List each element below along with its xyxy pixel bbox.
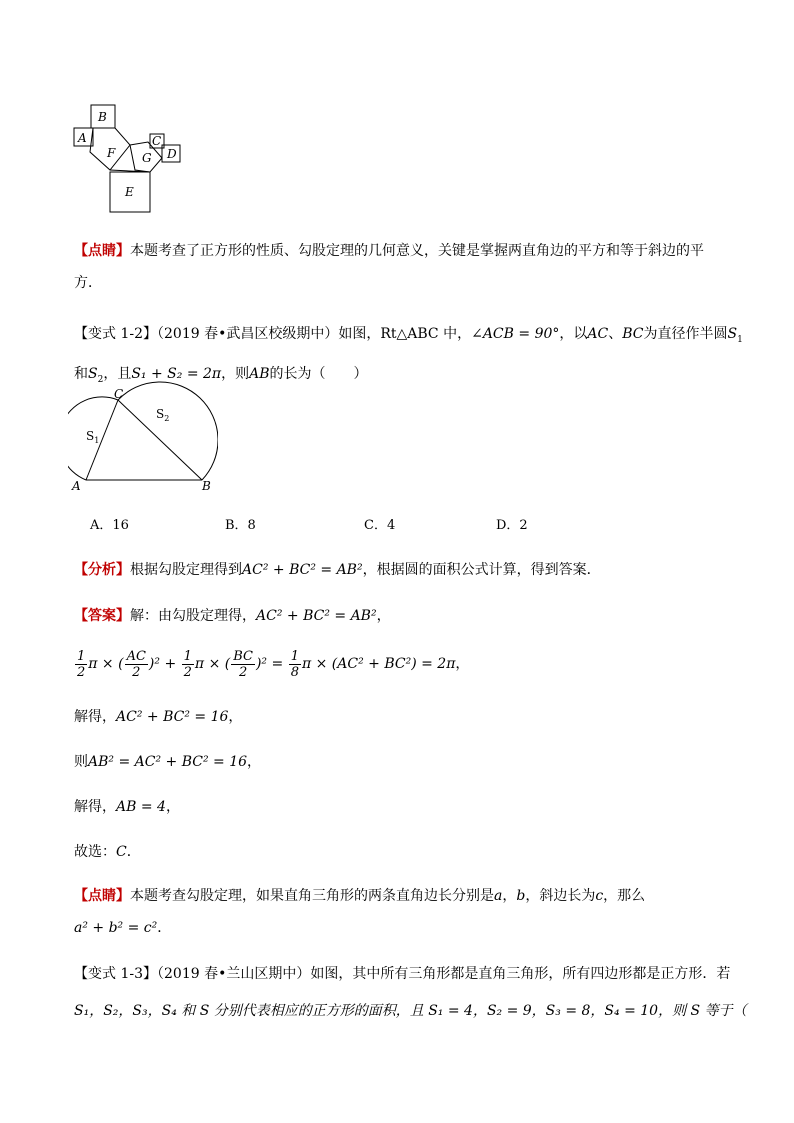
answer-line-5 [74, 797, 180, 817]
answer-line-4 [74, 752, 261, 772]
fenxi-equation: AC² + BC² = AB² [242, 562, 363, 578]
dianjing-2-text-3: ，那么 [603, 888, 646, 904]
choice-d: D．2 [496, 518, 528, 533]
fraction-bc-2: $\frac{BC}{2}$ [233, 648, 253, 680]
eq2-pre: π × ( [88, 656, 124, 672]
label-g: G [142, 151, 152, 165]
dianjing-2-text-2: ，斜边长为 [525, 888, 596, 904]
dianjing-2-sep: ， [502, 888, 517, 904]
dianjing-2-line-2 [74, 918, 171, 938]
answer-eq-4: AB² = AC² + BC² = 16 [88, 754, 248, 770]
variant-text-rest: 为直径作半圆 [643, 326, 728, 342]
answer-eq-1: AC² + BC² = AB² [256, 608, 377, 624]
answer-l4-text: 则 [74, 754, 88, 770]
s2-sub: 2 [97, 374, 104, 385]
s2-label: $S_2$ [156, 407, 170, 423]
variant-line2-d: 的长为（ ） [269, 366, 368, 382]
semicircle-figure [68, 378, 218, 494]
eq2-post: π × (AC² + BC²) = 2π [301, 656, 456, 672]
var-b: b [516, 888, 526, 904]
variant-line2-a: 和 [74, 366, 88, 382]
dianjing-2-line-1 [74, 886, 645, 906]
fraction-1-8: $\frac{1}{8}$ [290, 648, 299, 680]
answer-text-1: 解：由勾股定理得， [130, 608, 256, 624]
s1-sub: 1 [737, 334, 743, 345]
dianjing-2-end: ． [157, 920, 172, 936]
answer-line-2 [74, 648, 469, 680]
variant-13-text-2: S₁，S₂，S₃，S₄ 和 S 分别代表相应的正方形的面积，且 S₁ = 4，S₂ = 9，S₃ = 8，S₄ = 10，则 S 等于（ [74, 1003, 747, 1019]
choice-c: C．4 [364, 518, 396, 533]
dianjing-text-2: 方． [74, 275, 102, 291]
answer-period: ． [126, 844, 141, 860]
segment-bc: BC [622, 326, 644, 342]
s2-symbol: S [88, 366, 98, 382]
answer-l5-text: 解得， [74, 799, 116, 815]
variant-sep: 、 [608, 326, 623, 342]
answer-line-1 [74, 606, 391, 626]
label-d: D [167, 147, 177, 161]
label-f: F [107, 146, 116, 160]
pythagorean-eq: a² + b² = c² [74, 920, 158, 936]
dianjing-text: 本题考查了正方形的性质、勾股定理的几何意义，关键是掌握两直角边的平方和等于斜边的平 [130, 243, 704, 259]
variant-text: ，以 [559, 326, 588, 342]
answer-eq-3: AC² + BC² = 16 [116, 709, 229, 725]
dianjing-2-tag: 【点睛】 [74, 888, 130, 904]
variant-13-text-1: （2019 春•兰山区期中）如图，其中所有三角形都是直角三角形，所有四边形都是正方形．若 [157, 966, 731, 982]
eq2-mid1: )² + [148, 656, 181, 672]
variant-12-line-1 [74, 324, 743, 350]
var-c: c [595, 888, 604, 904]
answer-l3-text: 解得， [74, 709, 116, 725]
fenxi-text-2: ，根据圆的面积公式计算，得到答案． [362, 562, 601, 578]
answer-line-3 [74, 707, 242, 727]
angle-expr: ∠ACB = 90° [471, 326, 560, 342]
variant-13-tag: 【变式 1-3】 [74, 966, 157, 982]
answer-l5-comma: ， [165, 799, 180, 815]
answer-choice: C [116, 844, 127, 860]
answer-l4-comma: ， [247, 754, 262, 770]
eq2-mid3: )² = [255, 656, 288, 672]
variant-tag: 【变式 1-2】 [74, 326, 157, 342]
fraction-1-2-b: $\frac{1}{2}$ [183, 648, 192, 680]
choice-b: B．8 [225, 518, 256, 533]
eq2-comma: ， [455, 656, 470, 672]
fenxi-text-1: 根据勾股定理得到 [130, 562, 242, 578]
variant-line2-c: ，则 [221, 366, 250, 382]
fraction-1-2: $\frac{1}{2}$ [77, 648, 86, 680]
fenxi-tag: 【分析】 [74, 562, 130, 578]
segment-ac: AC [587, 326, 609, 342]
variant-line2-b: ，且 [103, 366, 132, 382]
variant-source: （2019 春•武昌区校级期中）如图，Rt△ABC 中， [157, 326, 472, 342]
s1-symbol: S [727, 326, 738, 342]
label-c: C [152, 134, 162, 148]
dianjing-1-line-1 [74, 241, 704, 261]
eq2-mid2: π × ( [194, 656, 231, 672]
dianjing-2-text-1: 本题考查勾股定理，如果直角三角形的两条直角边长分别是 [130, 888, 494, 904]
dianjing-1-line-2 [74, 273, 102, 293]
point-c-label: C [114, 387, 124, 401]
answer-tag: 【答案】 [74, 608, 130, 624]
variant-13-line-1 [74, 964, 730, 984]
segment-ab: AB [249, 366, 270, 382]
answer-l6-text: 故选： [74, 844, 116, 860]
answer-comma: ， [376, 608, 391, 624]
label-a: A [78, 131, 87, 145]
sum-equation: S₁ + S₂ = 2π [131, 366, 222, 382]
answer-eq-5: AB = 4 [116, 799, 166, 815]
squares-figure [70, 100, 190, 220]
answer-l3-comma: ， [228, 709, 243, 725]
point-a-label: A [72, 479, 81, 493]
answer-line-6 [74, 842, 141, 862]
dianjing-tag: 【点睛】 [74, 243, 130, 259]
point-b-label: B [202, 479, 211, 493]
var-a: a [494, 888, 503, 904]
fraction-ac-2: $\frac{AC}{2}$ [126, 648, 146, 680]
label-b: B [98, 110, 107, 124]
s1-label: $S_1$ [86, 429, 100, 445]
semicircle-s2 [118, 382, 218, 480]
fenxi-line [74, 560, 601, 580]
variant-13-line-2 [74, 1001, 747, 1021]
label-e: E [125, 185, 134, 199]
choice-a: A．16 [90, 518, 129, 533]
